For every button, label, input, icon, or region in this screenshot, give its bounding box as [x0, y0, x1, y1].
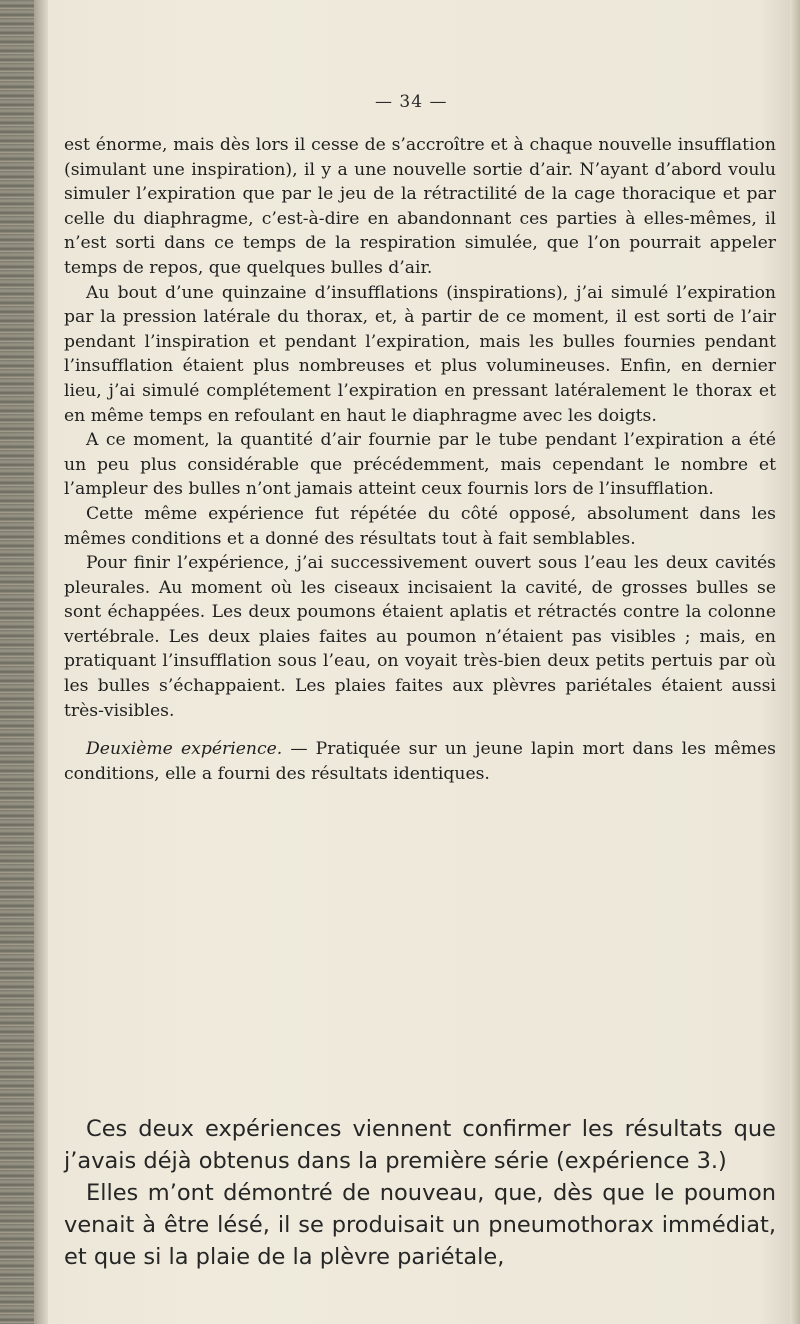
- conclusion-paragraph-1: Ces deux expériences viennent confirmer les résultats que j’avais déjà obtenus dans la première série (expérience 3.): [64, 1116, 776, 1174]
- paragraph-5: Pour finir l’expérience, j’ai successivement ouvert sous l’eau les deux cavités pleurales. Au moment où les ciseaux incisaient la cavité, de grosses bulles se sont échappées. Les deux poumons étaient aplatis et rétractés contre la colonne vertébrale. Les deux plaies faites au poumon n’étaient pas visibles ; mais, en pratiquant l’insufflation sous l’eau, on voyait très-bien deux petits pertuis par où les bulles s’échappaient. Les plaies faites aux plèvres pariétales étaient aussi très-visibles.: [64, 553, 776, 721]
- paragraph-2: Au bout d’une quinzaine d’insufflations (inspirations), j’ai simulé l’expiration par la pression latérale du thorax, et, à partir de ce moment, il est sorti de l’air pendant l’inspiration et pendant l’expiration, mais les bulles fournies pendant l’insufflation étaient plus nombreuses et plus volumineuses. Enfin, en dernier lieu, j’ai simulé complétement l’expiration en pressant latéralement le thorax et en même temps en refoulant en haut le diaphragme avec les doigts.: [64, 282, 776, 426]
- conclusion-paragraph-2: Elles m’ont démontré de nouveau, que, dès que le poumon venait à être lésé, il se produisait un pneumothorax immédiat, et que si la plaie de la plèvre pariétale,: [64, 1180, 776, 1270]
- conclusion-text: [64, 1113, 776, 1273]
- second-experiment-heading: Deuxième expérience.: [86, 739, 283, 760]
- second-experiment-text: — Pratiquée sur un jeune lapin mort dans les mêmes conditions, elle a fourni des résultats identiques.: [64, 739, 776, 784]
- page-edge: [790, 0, 800, 1324]
- paragraph-gap: [64, 723, 776, 737]
- paragraph-1: est énorme, mais dès lors il cesse de s’accroître et à chaque nouvelle insufflation (simulant une inspiration), il y a une nouvelle sortie d’air. N’ayant d’abord voulu simuler l’expiration que par le jeu de la rétractilité de la cage thoracique et par celle du diaphragme, c’est-à-dire en abandonnant ces parties à elles-mêmes, il n’est sorti dans ce temps de la respiration simulée, que l’on pourrait appeler temps de repos, que quelques bulles d’air.: [64, 135, 776, 278]
- page-number: — 34 —: [375, 92, 448, 112]
- main-text: [64, 133, 776, 786]
- book-binding: [0, 0, 34, 1324]
- paragraph-4: Cette même expérience fut répétée du côté opposé, absolument dans les mêmes conditions et a donné des résultats tout à fait semblables.: [64, 503, 776, 549]
- paragraph-3: A ce moment, la quantité d’air fournie par le tube pendant l’expiration a été un peu plus considérable que précédemment, mais cependant le nombre et l’ampleur des bulles n’ont jamais atteint ceux fournis lors de l’insufflation.: [64, 430, 776, 500]
- second-experiment-paragraph: [64, 737, 776, 786]
- binding-shadow: [34, 0, 48, 1324]
